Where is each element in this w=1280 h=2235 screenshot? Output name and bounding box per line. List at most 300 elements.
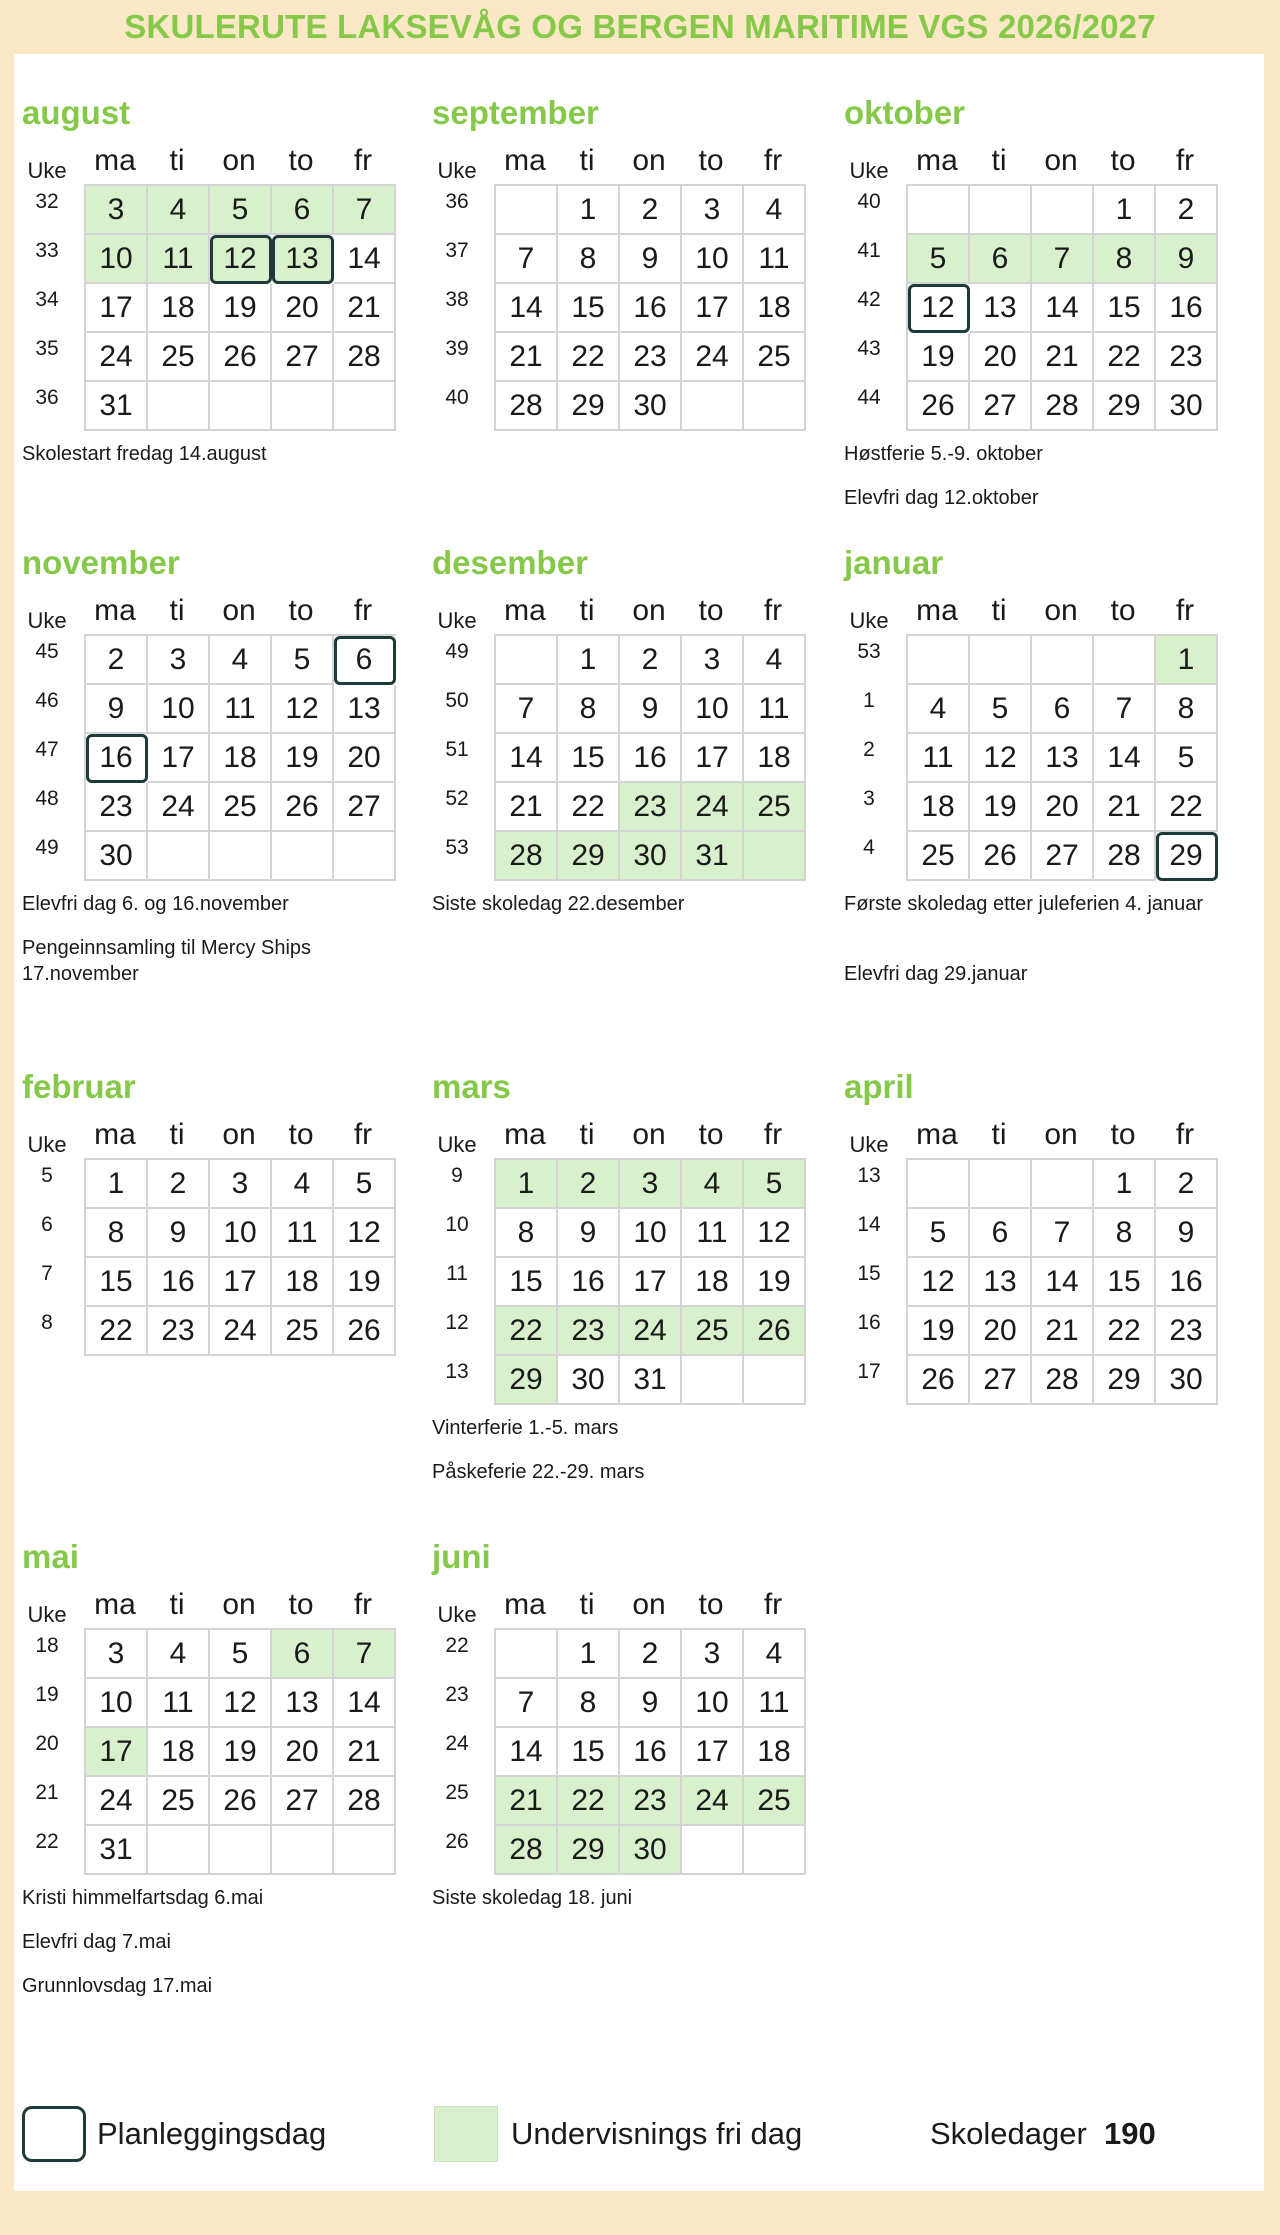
day-cell: 6 <box>272 186 334 235</box>
day-cell: 4 <box>148 1630 210 1679</box>
day-cell <box>970 636 1032 685</box>
day-cell: 18 <box>148 284 210 333</box>
week-column-header: Uke <box>849 158 889 183</box>
day-cell: 7 <box>496 235 558 284</box>
month-note: Påskeferie 22.-29. mars <box>432 1461 645 1483</box>
day-cell: 3 <box>620 1160 682 1209</box>
day-cell: 3 <box>210 1160 272 1209</box>
month-note: Skolestart fredag 14.august <box>22 443 267 465</box>
weekday-header: on <box>632 144 666 177</box>
month-note: Kristi himmelfartsdag 6.mai <box>22 1887 264 1909</box>
day-cell: 6 <box>272 1630 334 1679</box>
week-number: 49 <box>445 640 469 663</box>
day-cell: 12 <box>908 1258 970 1307</box>
day-cell: 2 <box>148 1160 210 1209</box>
day-cell: 9 <box>1156 235 1218 284</box>
weekday-header: on <box>1044 144 1078 177</box>
weekday-header: fr <box>763 144 783 177</box>
weekday-header: fr <box>763 1118 783 1151</box>
day-cell: 12 <box>970 734 1032 783</box>
week-number: 15 <box>857 1262 881 1285</box>
month-note: Elevfri dag 7.mai <box>22 1931 171 1953</box>
weekday-header: on <box>222 144 256 177</box>
day-cell: 10 <box>86 1679 148 1728</box>
week-number: 53 <box>857 640 881 663</box>
day-cell: 25 <box>744 783 806 832</box>
day-cell: 11 <box>908 734 970 783</box>
day-cell: 6 <box>970 1209 1032 1258</box>
weekday-header: fr <box>1175 144 1195 177</box>
day-cell: 6 <box>1032 685 1094 734</box>
day-cell: 8 <box>1094 1209 1156 1258</box>
day-cell <box>334 832 396 881</box>
week-number: 36 <box>445 190 469 213</box>
day-cell: 30 <box>620 832 682 881</box>
week-number: 14 <box>857 1213 881 1236</box>
planning-day-label: Planleggingsdag <box>97 2116 327 2151</box>
week-number: 25 <box>445 1781 469 1804</box>
weekday-header: on <box>1044 1118 1078 1151</box>
day-cell: 21 <box>496 333 558 382</box>
weekday-header: to <box>1110 1118 1136 1151</box>
day-cell: 20 <box>970 333 1032 382</box>
month-grid <box>84 184 396 431</box>
day-cell: 9 <box>620 235 682 284</box>
month-grid <box>84 1628 396 1875</box>
day-cell: 24 <box>620 1307 682 1356</box>
day-cell: 1 <box>558 1630 620 1679</box>
weekday-header: fr <box>1175 594 1195 627</box>
week-number: 22 <box>35 1830 59 1853</box>
day-cell: 19 <box>970 783 1032 832</box>
day-cell: 20 <box>1032 783 1094 832</box>
weekday-header: ti <box>991 144 1007 177</box>
day-cell: 16 <box>620 1728 682 1777</box>
school-days-label: Skoledager <box>930 2116 1087 2151</box>
day-cell: 13 <box>334 685 396 734</box>
month-title: april <box>844 1068 914 1105</box>
day-cell: 14 <box>496 1728 558 1777</box>
day-cell: 11 <box>682 1209 744 1258</box>
day-cell: 8 <box>558 235 620 284</box>
day-cell: 16 <box>1156 1258 1218 1307</box>
month-grid <box>906 634 1218 881</box>
day-cell <box>908 1160 970 1209</box>
day-cell: 1 <box>1094 186 1156 235</box>
weekday-header: ma <box>504 1118 546 1151</box>
day-cell: 19 <box>272 734 334 783</box>
day-cell: 26 <box>334 1307 396 1356</box>
day-cell: 21 <box>1032 333 1094 382</box>
day-cell: 10 <box>682 235 744 284</box>
week-number: 8 <box>41 1311 53 1334</box>
weekday-header: ma <box>94 144 136 177</box>
day-cell: 4 <box>682 1160 744 1209</box>
day-cell: 15 <box>558 734 620 783</box>
day-cell: 27 <box>970 382 1032 431</box>
day-cell: 6 <box>334 636 396 685</box>
day-cell: 14 <box>334 235 396 284</box>
day-cell: 5 <box>272 636 334 685</box>
week-number: 40 <box>857 190 881 213</box>
day-cell: 11 <box>148 235 210 284</box>
week-number: 6 <box>41 1213 53 1236</box>
weekday-header: fr <box>353 594 373 627</box>
week-number: 2 <box>863 738 875 761</box>
day-cell: 28 <box>496 382 558 431</box>
weekday-header: to <box>698 1118 724 1151</box>
day-cell: 17 <box>620 1258 682 1307</box>
weekday-header: ma <box>94 1118 136 1151</box>
week-number: 33 <box>35 239 59 262</box>
week-number: 53 <box>445 836 469 859</box>
week-number: 3 <box>863 787 875 810</box>
day-cell: 20 <box>334 734 396 783</box>
day-cell: 9 <box>1156 1209 1218 1258</box>
day-cell <box>334 1826 396 1875</box>
weekday-header: to <box>698 144 724 177</box>
day-cell <box>1032 186 1094 235</box>
day-cell: 19 <box>908 333 970 382</box>
weekday-header: ti <box>579 1588 595 1621</box>
day-cell: 16 <box>86 734 148 783</box>
day-cell <box>908 636 970 685</box>
day-cell: 7 <box>1032 1209 1094 1258</box>
day-cell: 4 <box>744 1630 806 1679</box>
weekday-header: ma <box>94 594 136 627</box>
day-cell: 14 <box>496 734 558 783</box>
weekday-header: on <box>222 1118 256 1151</box>
day-cell <box>908 186 970 235</box>
day-cell: 30 <box>558 1356 620 1405</box>
day-cell: 13 <box>272 1679 334 1728</box>
weekday-header: ma <box>916 144 958 177</box>
day-cell: 28 <box>1032 382 1094 431</box>
day-cell: 22 <box>86 1307 148 1356</box>
day-cell: 22 <box>1094 1307 1156 1356</box>
day-cell: 19 <box>210 284 272 333</box>
weekday-header: fr <box>763 594 783 627</box>
week-number: 46 <box>35 689 59 712</box>
week-column-header: Uke <box>437 1602 477 1627</box>
day-cell: 1 <box>86 1160 148 1209</box>
week-number: 48 <box>35 787 59 810</box>
day-cell: 11 <box>744 235 806 284</box>
weekday-header: ma <box>504 1588 546 1621</box>
day-cell: 24 <box>210 1307 272 1356</box>
day-cell: 20 <box>272 284 334 333</box>
day-cell <box>210 382 272 431</box>
week-number: 43 <box>857 337 881 360</box>
month-grid <box>84 634 396 881</box>
week-number: 4 <box>863 836 875 859</box>
week-number: 42 <box>857 288 881 311</box>
month-title: juni <box>432 1538 491 1575</box>
day-cell: 10 <box>210 1209 272 1258</box>
day-cell: 26 <box>210 333 272 382</box>
day-cell: 7 <box>334 1630 396 1679</box>
day-cell <box>744 382 806 431</box>
day-cell <box>744 1356 806 1405</box>
day-cell: 10 <box>148 685 210 734</box>
day-cell: 21 <box>334 1728 396 1777</box>
day-cell: 22 <box>558 783 620 832</box>
day-cell: 28 <box>334 1777 396 1826</box>
day-cell: 20 <box>970 1307 1032 1356</box>
day-cell: 8 <box>496 1209 558 1258</box>
day-cell: 15 <box>1094 284 1156 333</box>
day-cell <box>496 1630 558 1679</box>
day-cell: 25 <box>682 1307 744 1356</box>
day-cell: 21 <box>496 783 558 832</box>
weekday-header: to <box>288 594 314 627</box>
day-cell: 2 <box>1156 186 1218 235</box>
day-cell: 22 <box>558 333 620 382</box>
day-cell: 7 <box>1032 235 1094 284</box>
day-cell: 10 <box>86 235 148 284</box>
day-cell: 17 <box>682 1728 744 1777</box>
day-cell: 28 <box>334 333 396 382</box>
day-cell: 25 <box>908 832 970 881</box>
month-grid <box>494 1158 806 1405</box>
weekday-header: ti <box>169 594 185 627</box>
day-cell: 18 <box>148 1728 210 1777</box>
day-cell: 5 <box>210 1630 272 1679</box>
day-cell <box>496 636 558 685</box>
month-grid <box>494 1628 806 1875</box>
day-cell: 26 <box>970 832 1032 881</box>
day-cell <box>970 186 1032 235</box>
weekday-header: ma <box>504 594 546 627</box>
weekday-header: ti <box>169 1118 185 1151</box>
day-cell: 15 <box>1094 1258 1156 1307</box>
month-grid <box>84 1158 396 1356</box>
weekday-header: ma <box>916 1118 958 1151</box>
day-cell: 8 <box>1094 235 1156 284</box>
day-cell <box>334 382 396 431</box>
day-cell: 24 <box>682 333 744 382</box>
day-cell: 9 <box>148 1209 210 1258</box>
day-cell: 11 <box>744 1679 806 1728</box>
day-cell: 31 <box>86 1826 148 1875</box>
day-cell: 27 <box>272 1777 334 1826</box>
day-cell: 29 <box>558 382 620 431</box>
day-cell <box>210 832 272 881</box>
month-grid <box>906 1158 1218 1405</box>
weekday-header: ti <box>579 1118 595 1151</box>
day-cell: 21 <box>1032 1307 1094 1356</box>
day-cell: 21 <box>334 284 396 333</box>
day-cell <box>682 382 744 431</box>
day-cell: 12 <box>210 1679 272 1728</box>
day-cell: 16 <box>620 284 682 333</box>
weekday-header: ti <box>169 1588 185 1621</box>
day-cell: 3 <box>86 1630 148 1679</box>
day-cell: 23 <box>1156 333 1218 382</box>
weekday-header: ma <box>916 594 958 627</box>
day-cell: 5 <box>970 685 1032 734</box>
day-cell: 11 <box>744 685 806 734</box>
day-cell: 25 <box>744 333 806 382</box>
week-number: 41 <box>857 239 881 262</box>
day-cell: 24 <box>148 783 210 832</box>
weekday-header: to <box>1110 144 1136 177</box>
day-cell: 31 <box>620 1356 682 1405</box>
weekday-header: ma <box>504 144 546 177</box>
day-cell: 3 <box>682 636 744 685</box>
weekday-header: ti <box>991 1118 1007 1151</box>
day-cell: 1 <box>1094 1160 1156 1209</box>
day-cell: 23 <box>558 1307 620 1356</box>
day-cell: 12 <box>272 685 334 734</box>
day-cell <box>148 832 210 881</box>
page-title: SKULERUTE LAKSEVÅG OG BERGEN MARITIME VGS 2026/2027 <box>124 8 1156 45</box>
day-cell: 7 <box>334 186 396 235</box>
weekday-header: ti <box>579 594 595 627</box>
week-number: 7 <box>41 1262 53 1285</box>
day-cell: 3 <box>682 1630 744 1679</box>
day-cell: 17 <box>148 734 210 783</box>
day-cell: 28 <box>496 1826 558 1875</box>
day-cell: 29 <box>558 1826 620 1875</box>
weekday-header: on <box>632 1118 666 1151</box>
day-cell: 25 <box>210 783 272 832</box>
weekday-header: to <box>288 1118 314 1151</box>
day-cell: 16 <box>1156 284 1218 333</box>
day-cell <box>1094 636 1156 685</box>
week-number: 20 <box>35 1732 59 1755</box>
day-cell: 15 <box>558 284 620 333</box>
day-cell: 14 <box>1094 734 1156 783</box>
week-number: 52 <box>445 787 469 810</box>
day-cell: 6 <box>970 235 1032 284</box>
week-number: 45 <box>35 640 59 663</box>
day-cell: 22 <box>496 1307 558 1356</box>
weekday-header: fr <box>353 1588 373 1621</box>
week-number: 49 <box>35 836 59 859</box>
month-title: mars <box>432 1068 511 1105</box>
weekday-header: fr <box>353 144 373 177</box>
day-cell <box>1032 636 1094 685</box>
day-cell: 2 <box>558 1160 620 1209</box>
day-cell: 18 <box>682 1258 744 1307</box>
weekday-header: fr <box>1175 1118 1195 1151</box>
week-column-header: Uke <box>437 608 477 633</box>
week-number: 35 <box>35 337 59 360</box>
day-cell: 30 <box>1156 382 1218 431</box>
day-cell <box>148 382 210 431</box>
weekday-header: ma <box>94 1588 136 1621</box>
day-cell: 12 <box>334 1209 396 1258</box>
day-cell: 20 <box>272 1728 334 1777</box>
day-cell: 3 <box>86 186 148 235</box>
weekday-header: on <box>1044 594 1078 627</box>
day-cell: 8 <box>86 1209 148 1258</box>
day-cell: 22 <box>1156 783 1218 832</box>
day-cell: 4 <box>210 636 272 685</box>
month-note: Siste skoledag 22.desember <box>432 893 685 915</box>
day-cell: 26 <box>272 783 334 832</box>
week-number: 44 <box>857 386 881 409</box>
weekday-header: ti <box>991 594 1007 627</box>
weekday-header: fr <box>353 1118 373 1151</box>
week-number: 18 <box>35 1634 59 1657</box>
week-number: 9 <box>451 1164 463 1187</box>
day-cell: 10 <box>620 1209 682 1258</box>
day-cell <box>272 382 334 431</box>
day-cell: 23 <box>620 1777 682 1826</box>
day-cell: 8 <box>558 685 620 734</box>
weekday-header: on <box>222 594 256 627</box>
day-cell: 26 <box>744 1307 806 1356</box>
day-cell: 17 <box>86 1728 148 1777</box>
weekday-header: ti <box>579 144 595 177</box>
day-cell: 23 <box>1156 1307 1218 1356</box>
day-cell: 24 <box>86 1777 148 1826</box>
day-cell: 5 <box>210 186 272 235</box>
day-cell: 11 <box>148 1679 210 1728</box>
day-cell: 8 <box>1156 685 1218 734</box>
day-cell: 16 <box>620 734 682 783</box>
day-cell: 2 <box>620 1630 682 1679</box>
day-cell <box>682 1356 744 1405</box>
week-column-header: Uke <box>27 1132 67 1157</box>
week-number: 10 <box>445 1213 469 1236</box>
day-cell: 25 <box>272 1307 334 1356</box>
weekday-header: ti <box>169 144 185 177</box>
weekday-header: on <box>632 594 666 627</box>
day-cell: 9 <box>86 685 148 734</box>
day-cell: 5 <box>744 1160 806 1209</box>
day-cell <box>210 1826 272 1875</box>
week-number: 1 <box>863 689 875 712</box>
day-cell: 11 <box>272 1209 334 1258</box>
day-cell: 5 <box>908 235 970 284</box>
week-number: 12 <box>445 1311 469 1334</box>
day-cell: 26 <box>908 382 970 431</box>
day-cell: 23 <box>620 783 682 832</box>
day-cell <box>744 1826 806 1875</box>
day-cell: 27 <box>1032 832 1094 881</box>
day-cell: 12 <box>210 235 272 284</box>
day-cell: 14 <box>1032 1258 1094 1307</box>
day-cell: 25 <box>744 1777 806 1826</box>
week-number: 37 <box>445 239 469 262</box>
day-cell <box>272 832 334 881</box>
day-cell: 8 <box>558 1679 620 1728</box>
day-cell: 10 <box>682 685 744 734</box>
week-column-header: Uke <box>437 1132 477 1157</box>
day-cell: 19 <box>744 1258 806 1307</box>
week-number: 39 <box>445 337 469 360</box>
day-cell: 5 <box>334 1160 396 1209</box>
month-title: mai <box>22 1538 79 1575</box>
month-title: januar <box>844 544 944 581</box>
day-cell: 9 <box>558 1209 620 1258</box>
week-number: 22 <box>445 1634 469 1657</box>
weekday-header: to <box>698 1588 724 1621</box>
planning-day-swatch <box>22 2106 86 2162</box>
day-cell: 18 <box>744 734 806 783</box>
week-number: 16 <box>857 1311 881 1334</box>
day-cell: 14 <box>334 1679 396 1728</box>
day-cell: 15 <box>496 1258 558 1307</box>
week-column-header: Uke <box>849 1132 889 1157</box>
month-note: Vinterferie 1.-5. mars <box>432 1417 619 1439</box>
week-number: 47 <box>35 738 59 761</box>
week-number: 38 <box>445 288 469 311</box>
day-cell: 7 <box>496 1679 558 1728</box>
